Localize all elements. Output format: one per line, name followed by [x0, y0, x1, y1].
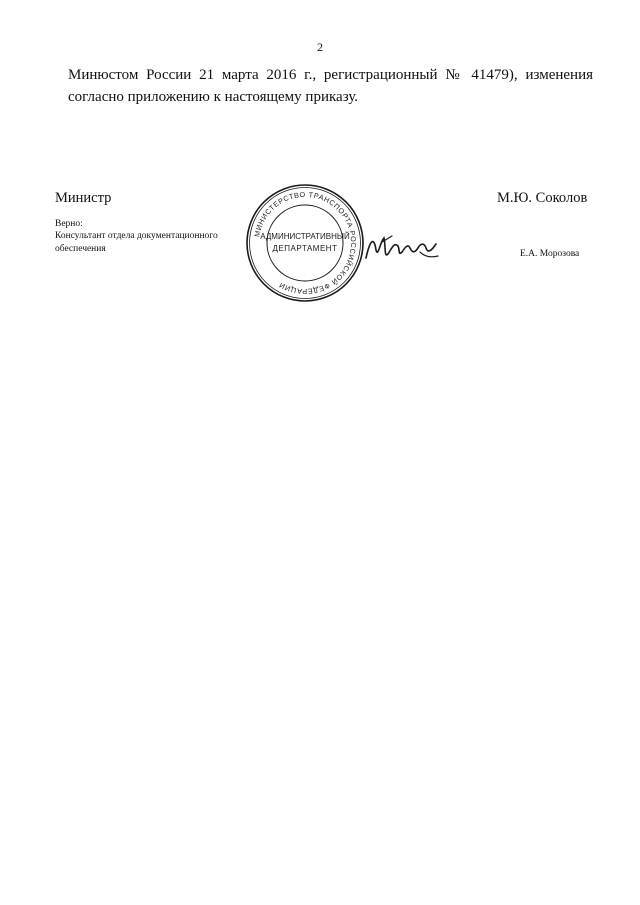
certified-label: Верно:: [55, 219, 83, 229]
svg-text:МИНИСТЕРСТВО ТРАНСПОРТА РОССИЙ: [252, 190, 358, 296]
body-line-1: Минюстом России 21 марта 2016 г., регистрационный № 41479), изменения: [68, 67, 593, 83]
body-line-2: согласно приложению к настоящему приказу.: [68, 89, 359, 105]
clerk-position-line-1: Консультант отдела документационного: [55, 231, 218, 241]
seal-center-line-2: ДЕПАРТАМЕНТ: [272, 244, 338, 253]
seal-ring-text: МИНИСТЕРСТВО ТРАНСПОРТА РОССИЙСКОЙ ФЕДЕРАЦИИ: [252, 189, 359, 297]
page-number: 2: [317, 40, 323, 54]
body-paragraph: [68, 64, 593, 108]
seal-center-line-1: АДМИНИСТРАТИВНЫЙ: [260, 232, 350, 241]
clerk-position-line-2: обеспечения: [55, 244, 106, 254]
minister-name: М.Ю. Соколов: [497, 190, 588, 206]
official-seal-icon: [245, 183, 365, 303]
clerk-name: Е.А. Морозова: [520, 249, 580, 259]
signature-icon: [362, 228, 442, 268]
minister-title: Министр: [55, 190, 112, 206]
